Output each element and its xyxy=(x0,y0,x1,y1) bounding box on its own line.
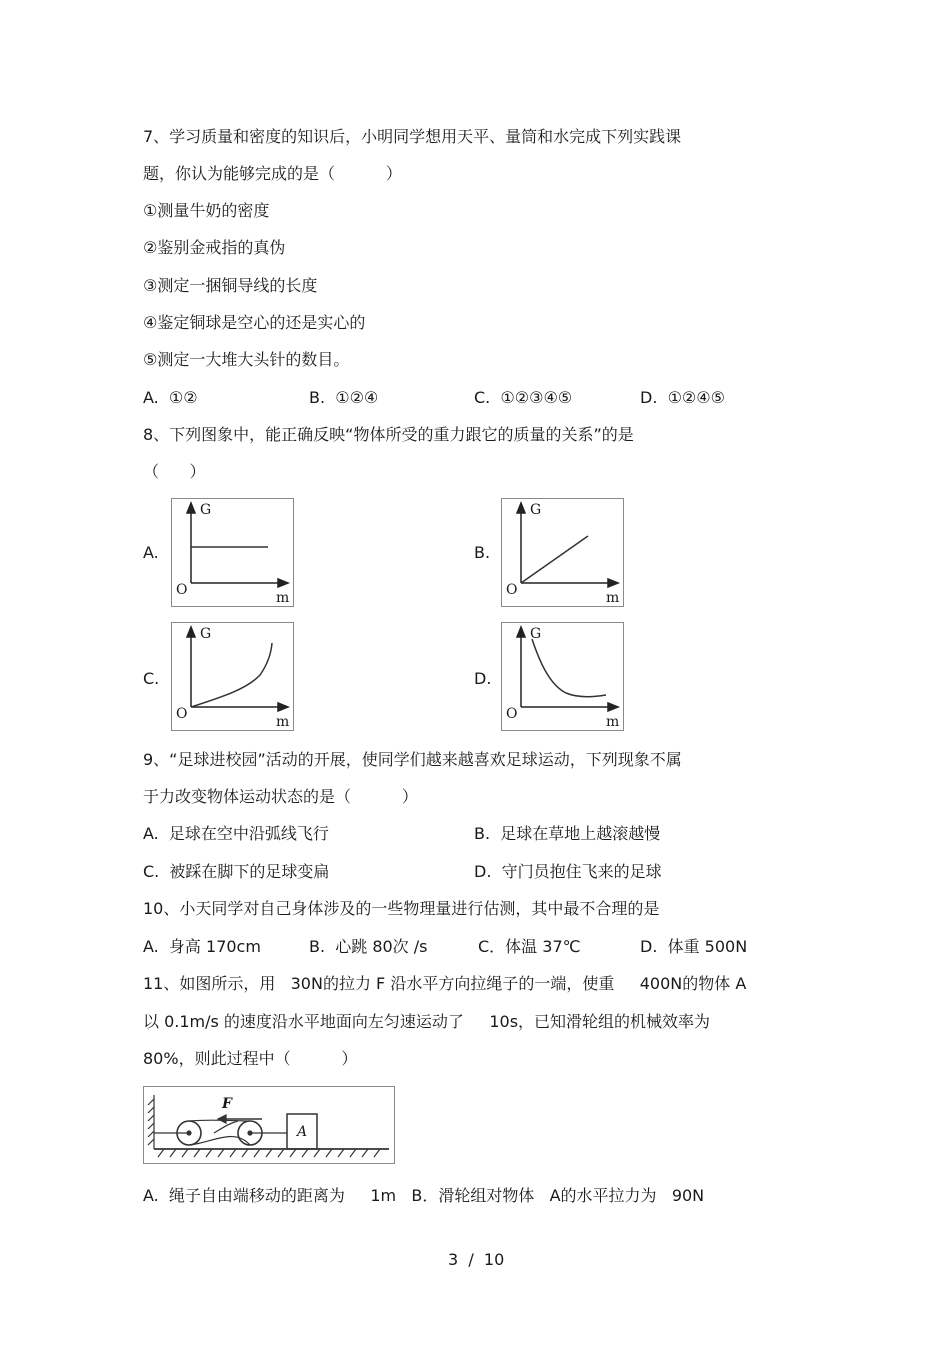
q10-stem: 10、小天同学对自己身体涉及的一些物理量进行估测，其中最不合理的是 xyxy=(143,899,660,918)
q10-option-a[interactable]: A. 身高 170cm xyxy=(143,937,261,956)
q8-stem-line2: （ ） xyxy=(143,462,206,481)
force-label: F xyxy=(222,1096,232,1112)
origin-label: O xyxy=(506,706,518,722)
graph-c-plot xyxy=(172,623,293,730)
q7-option-c[interactable]: C. ①②③④⑤ xyxy=(474,388,573,407)
pulley-diagram xyxy=(144,1087,394,1163)
graph-b-plot xyxy=(502,499,623,606)
q8-graph-b[interactable] xyxy=(501,498,624,607)
page-number: 3 / 10 xyxy=(448,1250,505,1269)
q8-option-b-label[interactable]: B. xyxy=(474,543,491,562)
q11-stem-line1: 11、如图所示，用 30N的拉力 F 沿水平方向拉绳子的一端，使重 400N的物体 A xyxy=(143,974,747,993)
y-axis-arrow xyxy=(187,503,195,513)
q11-stem-line2: 以 0.1m/s 的速度沿水平地面向左匀速运动了 10s，已知滑轮组的机械效率为 xyxy=(143,1012,711,1031)
curve-convex-up xyxy=(191,643,272,707)
axis-label-m: m xyxy=(276,714,290,730)
q7-item-1: ①测量牛奶的密度 xyxy=(143,201,270,220)
axis-label-g: G xyxy=(530,502,542,518)
origin-label: O xyxy=(176,582,188,598)
q8-graph-d[interactable] xyxy=(501,622,624,731)
x-axis-arrow xyxy=(608,703,618,711)
y-axis-arrow xyxy=(517,503,525,513)
q9-option-b[interactable]: B. 足球在草地上越滚越慢 xyxy=(474,824,661,843)
q8-graph-a[interactable] xyxy=(171,498,294,607)
origin-label: O xyxy=(506,582,518,598)
q8-option-a-label[interactable]: A. xyxy=(143,543,159,562)
q7-item-2: ②鉴别金戒指的真伪 xyxy=(143,238,286,257)
graph-d-plot xyxy=(502,623,623,730)
q10-option-b[interactable]: B. 心跳 80次 /s xyxy=(309,937,428,956)
axis-label-m: m xyxy=(276,590,290,606)
block-label: A xyxy=(297,1124,308,1140)
axis-label-m: m xyxy=(606,590,620,606)
q10-option-c[interactable]: C．体温 37℃ xyxy=(478,937,581,956)
q7-option-a[interactable]: A. ①② xyxy=(143,388,198,407)
graph-a-plot xyxy=(172,499,293,606)
q8-option-c-label[interactable]: C. xyxy=(143,669,160,688)
q7-item-3: ③测定一捆铜导线的长度 xyxy=(143,276,318,295)
axis-label-g: G xyxy=(200,626,212,642)
q11-option-line[interactable]: A. 绳子自由端移动的距离为 1m B．滑轮组对物体 A的水平拉力为 90N xyxy=(143,1186,705,1205)
q11-stem-line3: 80%，则此过程中（ ） xyxy=(143,1049,358,1068)
y-axis-arrow xyxy=(517,627,525,637)
origin-label: O xyxy=(176,706,188,722)
curve-proportional xyxy=(521,536,588,583)
x-axis-arrow xyxy=(278,703,288,711)
axis-label-g: G xyxy=(200,502,212,518)
q7-option-b[interactable]: B. ①②④ xyxy=(309,388,379,407)
x-axis-arrow xyxy=(278,579,288,587)
q9-stem-line1: 9、“足球进校园”活动的开展，使同学们越来越喜欢足球运动，下列现象不属 xyxy=(143,750,682,769)
q10-option-d[interactable]: D. 体重 500N xyxy=(640,937,748,956)
x-axis-arrow xyxy=(608,579,618,587)
q7-item-4: ④鉴定铜球是空心的还是实心的 xyxy=(143,313,366,332)
axis-label-m: m xyxy=(606,714,620,730)
q7-item-5: ⑤测定一大堆大头针的数目。 xyxy=(143,350,350,369)
q7-stem-line1: 7、学习质量和密度的知识后，小明同学想用天平、量筒和水完成下列实践课 xyxy=(143,127,682,146)
axis-label-g: G xyxy=(530,626,542,642)
q7-option-d[interactable]: D. ①②④⑤ xyxy=(640,388,725,407)
q9-option-c[interactable]: C. 被踩在脚下的足球变扁 xyxy=(143,862,330,881)
q9-option-a[interactable]: A. 足球在空中沿弧线飞行 xyxy=(143,824,329,843)
q8-graph-c[interactable] xyxy=(171,622,294,731)
q8-option-d-label[interactable]: D. xyxy=(474,669,492,688)
y-axis-arrow xyxy=(187,627,195,637)
q9-option-d[interactable]: D. 守门员抱住飞来的足球 xyxy=(474,862,662,881)
q8-stem-line1: 8、下列图象中，能正确反映“物体所受的重力跟它的质量的关系”的是 xyxy=(143,425,634,444)
curve-decreasing xyxy=(532,639,606,697)
q9-stem-line2: 于力改变物体运动状态的是（ ） xyxy=(143,787,418,806)
q11-pulley-figure xyxy=(143,1086,395,1164)
q7-stem-line2: 题，你认为能够完成的是（ ） xyxy=(143,164,402,183)
